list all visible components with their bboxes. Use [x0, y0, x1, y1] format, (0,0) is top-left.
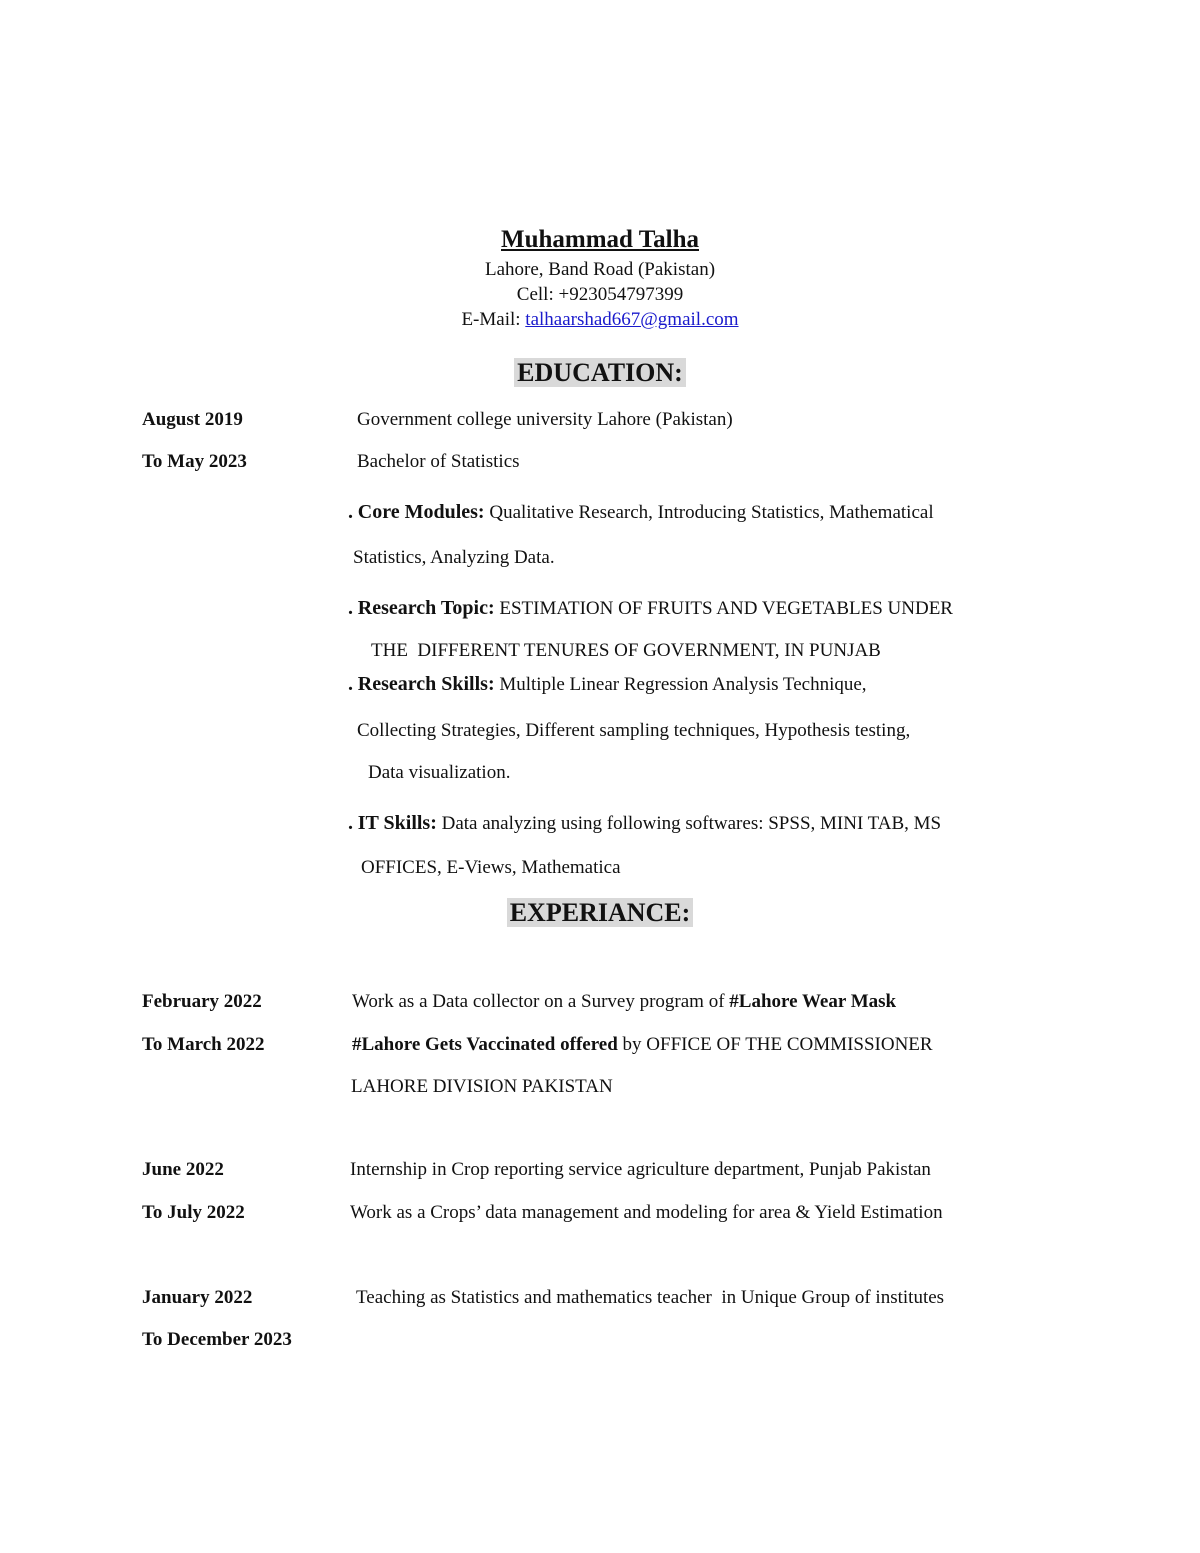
- job1-date-from: February 2022: [142, 991, 262, 1012]
- research-topic-text: ESTIMATION OF FRUITS AND VEGETABLES UNDER: [494, 598, 953, 619]
- job1-date-to: To March 2022: [142, 1034, 265, 1055]
- job1-line1-text: Work as a Data collector on a Survey program of: [352, 991, 730, 1012]
- job1-line1: [352, 991, 896, 1013]
- email-link[interactable]: talhaarshad667@gmail.com: [525, 309, 739, 330]
- candidate-name-text: Muhammad Talha: [501, 226, 699, 253]
- job2-date-to: To July 2022: [142, 1202, 245, 1223]
- research-topic-label: Research Topic:: [357, 597, 495, 619]
- core-modules-line: [348, 501, 934, 524]
- job1-line1-bold: #Lahore Wear Mask: [729, 991, 897, 1012]
- job1-line3: LAHORE DIVISION PAKISTAN: [351, 1076, 613, 1097]
- job1-line2: [352, 1034, 933, 1056]
- it-skills-text-cont: OFFICES, E-Views, Mathematica: [361, 857, 621, 878]
- job2-line1: Internship in Crop reporting service agriculture department, Punjab Pakistan: [350, 1159, 931, 1180]
- it-skills-line: [348, 812, 941, 835]
- education-date-to: To May 2023: [142, 451, 247, 472]
- core-modules-label: Core Modules:: [357, 501, 485, 523]
- job1-line2-bold: #Lahore Gets Vaccinated offered: [352, 1034, 618, 1055]
- research-skills-line: [348, 673, 867, 696]
- education-date-from: August 2019: [142, 409, 243, 430]
- experience-heading-text: EXPERIANCE:: [507, 898, 694, 927]
- education-heading-text: EDUCATION:: [514, 358, 686, 387]
- core-modules-text-cont: Statistics, Analyzing Data.: [353, 547, 555, 568]
- education-institution: Government college university Lahore (Pakistan): [357, 409, 733, 430]
- bullet: .: [348, 501, 353, 523]
- education-degree: Bachelor of Statistics: [357, 451, 520, 472]
- research-topic-text-cont: THE DIFFERENT TENURES OF GOVERNMENT, IN PUNJAB: [371, 640, 881, 661]
- core-modules-text: Qualitative Research, Introducing Statistics, Mathematical: [484, 502, 934, 523]
- email-label: E-Mail:: [461, 309, 526, 330]
- job1-line2-text: by OFFICE OF THE COMMISSIONER: [617, 1034, 933, 1055]
- job2-line2: Work as a Crops’ data management and modeling for area & Yield Estimation: [350, 1202, 943, 1223]
- research-skills-text-cont: Collecting Strategies, Different sampling techniques, Hypothesis testing,: [357, 720, 911, 741]
- bullet: .: [348, 597, 353, 619]
- job3-date-from: January 2022: [142, 1287, 253, 1308]
- job3-line1: Teaching as Statistics and mathematics teacher in Unique Group of institutes: [356, 1287, 945, 1308]
- address: Lahore, Band Road (Pakistan): [484, 259, 716, 280]
- it-skills-label: IT Skills:: [357, 812, 437, 834]
- research-skills-text: Multiple Linear Regression Analysis Technique,: [494, 674, 867, 695]
- research-skills-text-cont2: Data visualization.: [368, 762, 511, 783]
- experience-heading: [0, 898, 1200, 928]
- it-skills-text: Data analyzing using following softwares: SPSS, MINI TAB, MS: [436, 813, 942, 834]
- job2-date-from: June 2022: [142, 1159, 224, 1180]
- email-line: [0, 309, 1200, 331]
- research-topic-line: [348, 597, 953, 620]
- bullet: .: [348, 673, 353, 695]
- job3-date-to: To December 2023: [142, 1329, 292, 1350]
- candidate-name: [0, 226, 1200, 254]
- education-heading: [0, 358, 1200, 388]
- cell-phone: Cell: +923054797399: [516, 284, 684, 305]
- bullet: .: [348, 812, 353, 834]
- research-skills-label: Research Skills:: [357, 673, 495, 695]
